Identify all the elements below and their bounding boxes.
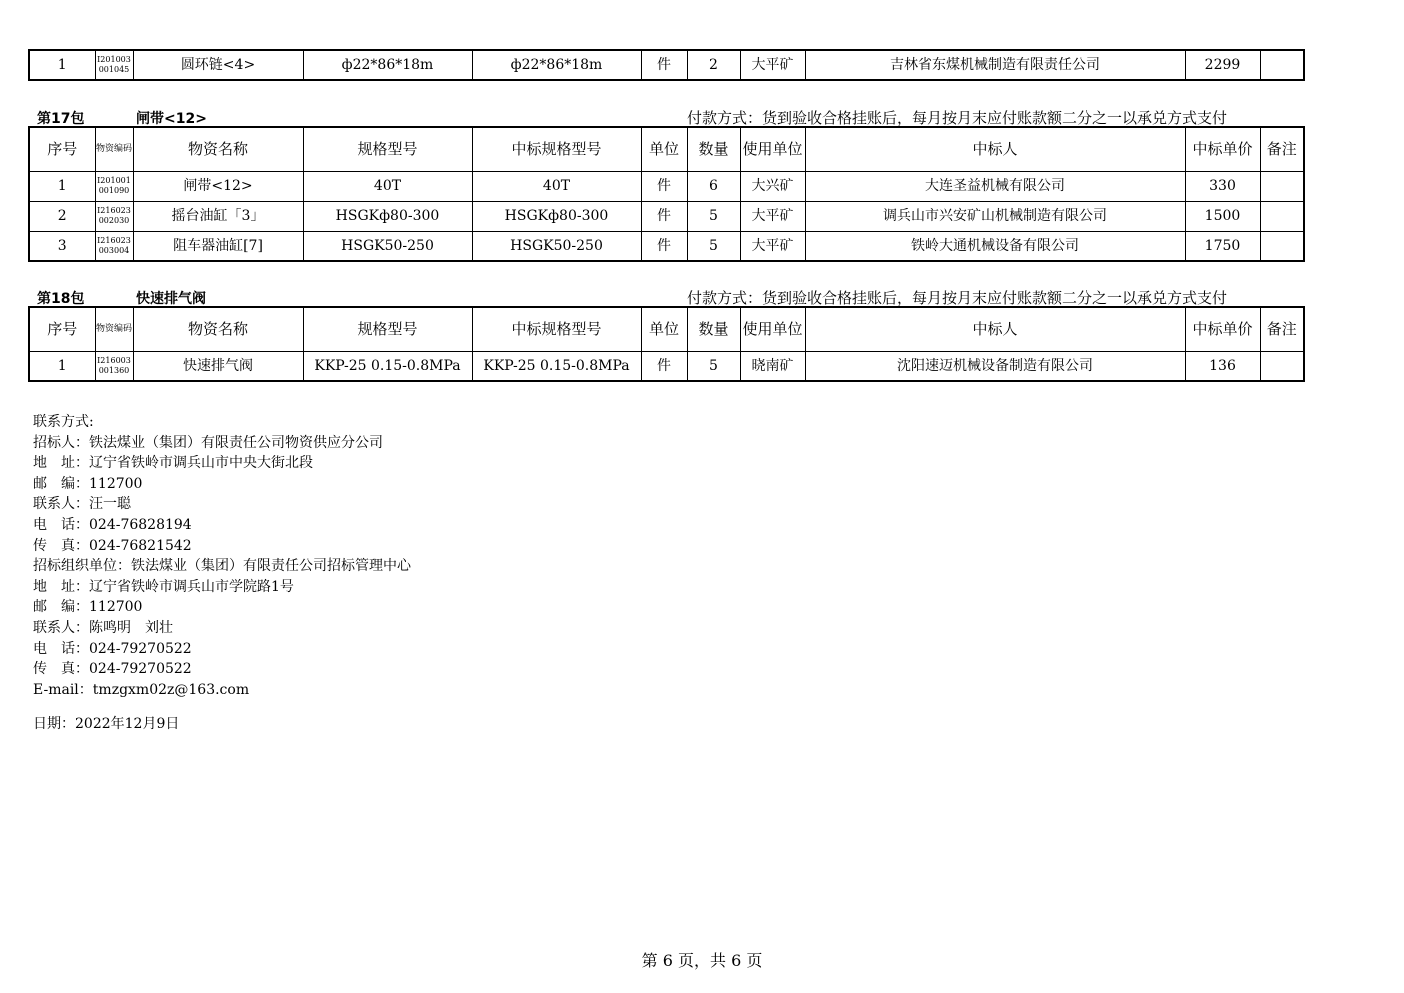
cell-qty: 2	[687, 50, 740, 80]
cell-winner: 吉林省东煤机械制造有限责任公司	[805, 50, 1185, 80]
cell-bid-spec: 40T	[472, 171, 641, 201]
cell-no: 2	[29, 201, 95, 231]
cell-code: I216023 003004	[95, 231, 133, 261]
contact-info	[33, 412, 411, 700]
header-no: 序号	[29, 307, 95, 351]
cell-winner: 大连圣益机械有限公司	[805, 171, 1185, 201]
contact-line: 地 址：辽宁省铁岭市调兵山市学院路1号	[33, 578, 294, 595]
header-user: 使用单位	[740, 127, 805, 171]
cell-spec: ф22*86*18m	[303, 50, 472, 80]
cell-qty: 5	[687, 231, 740, 261]
cell-unit: 件	[641, 231, 687, 261]
package-17-name: 闸带<12>	[136, 111, 207, 127]
cell-note	[1260, 50, 1304, 80]
document-date: 日期：2022年12月9日	[33, 716, 180, 732]
package-17-label: 第17包	[37, 111, 85, 127]
contact-line: 招标人：铁法煤业（集团）有限责任公司物资供应分公司	[33, 434, 383, 451]
cell-winner: 铁岭大通机械设备有限公司	[805, 231, 1185, 261]
header-price: 中标单价	[1185, 307, 1260, 351]
cell-winner: 调兵山市兴安矿山机械制造有限公司	[805, 201, 1185, 231]
cell-name: 闸带<12>	[133, 171, 303, 201]
package-18-body	[29, 351, 1304, 381]
contact-line: 联系人：汪一聪	[33, 496, 131, 513]
header-spec: 规格型号	[303, 307, 472, 351]
header-name: 物资名称	[133, 307, 303, 351]
cell-bid-spec: KKP-25 0.15-0.8MPa	[472, 351, 641, 381]
cell-code: I201003 001045	[95, 50, 133, 80]
header-qty: 数量	[687, 127, 740, 171]
contact-line: 电 话：024-79270522	[33, 640, 192, 657]
header-price: 中标单价	[1185, 127, 1260, 171]
cell-unit: 件	[641, 171, 687, 201]
package-18-table	[28, 306, 1305, 382]
cell-winner: 沈阳速迈机械设备制造有限公司	[805, 351, 1185, 381]
cell-price: 330	[1185, 171, 1260, 201]
header-code: 物资编码	[95, 127, 133, 171]
package-17-body	[29, 171, 1304, 261]
top-result-table	[28, 49, 1305, 81]
contact-line: 地 址：辽宁省铁岭市调兵山市中央大街北段	[33, 455, 313, 472]
header-bid-spec: 中标规格型号	[472, 307, 641, 351]
header-unit: 单位	[641, 307, 687, 351]
header-bid-spec: 中标规格型号	[472, 127, 641, 171]
cell-bid-spec: HSGKф80-300	[472, 201, 641, 231]
cell-note	[1260, 201, 1304, 231]
header-no: 序号	[29, 127, 95, 171]
cell-no: 1	[29, 351, 95, 381]
contact-line: 传 真：024-76821542	[33, 537, 192, 554]
contact-line: 传 真：024-79270522	[33, 661, 192, 678]
cell-user: 大兴矿	[740, 171, 805, 201]
package-17-table	[28, 126, 1305, 262]
contact-line: E-mail：tmzgxm02z@163.com	[33, 681, 250, 698]
cell-bid-spec: ф22*86*18m	[472, 50, 641, 80]
cell-code: I201001 001090	[95, 171, 133, 201]
cell-code: I216003 001360	[95, 351, 133, 381]
cell-price: 2299	[1185, 50, 1260, 80]
cell-unit: 件	[641, 351, 687, 381]
header-user: 使用单位	[740, 307, 805, 351]
cell-name: 快速排气阀	[133, 351, 303, 381]
cell-note	[1260, 171, 1304, 201]
table-row	[29, 50, 1304, 80]
header-winner: 中标人	[805, 307, 1185, 351]
cell-spec: HSGKф80-300	[303, 201, 472, 231]
header-code: 物资编码	[95, 307, 133, 351]
cell-user: 大平矿	[740, 231, 805, 261]
table-row	[29, 201, 1304, 231]
cell-unit: 件	[641, 201, 687, 231]
cell-name: 摇台油缸「3」	[133, 201, 303, 231]
cell-note	[1260, 231, 1304, 261]
header-unit: 单位	[641, 127, 687, 171]
cell-price: 1750	[1185, 231, 1260, 261]
contact-line: 联系方式:	[33, 414, 94, 430]
cell-user: 晓南矿	[740, 351, 805, 381]
package-17-payment: 付款方式：货到验收合格挂账后，每月按月末应付账款额二分之一以承兑方式支付	[687, 109, 1228, 127]
header-spec: 规格型号	[303, 127, 472, 171]
table-header-row	[29, 127, 1304, 171]
cell-spec: KKP-25 0.15-0.8MPa	[303, 351, 472, 381]
contact-line: 招标组织单位：铁法煤业（集团）有限责任公司招标管理中心	[33, 558, 411, 575]
cell-user: 大平矿	[740, 201, 805, 231]
cell-no: 3	[29, 231, 95, 261]
cell-unit: 件	[641, 50, 687, 80]
cell-bid-spec: HSGK50-250	[472, 231, 641, 261]
page-footer: 第 6 页，共 6 页	[641, 951, 763, 970]
cell-price: 136	[1185, 351, 1260, 381]
contact-line: 电 话：024-76828194	[33, 516, 192, 533]
header-winner: 中标人	[805, 127, 1185, 171]
contact-line: 联系人：陈鸣明 刘壮	[33, 619, 173, 636]
header-name: 物资名称	[133, 127, 303, 171]
cell-code: I216023 002030	[95, 201, 133, 231]
top-table-body	[29, 50, 1304, 80]
cell-qty: 5	[687, 201, 740, 231]
package-18-name: 快速排气阀	[136, 291, 206, 307]
cell-name: 圆环链<4>	[133, 50, 303, 80]
package-18-label: 第18包	[37, 291, 85, 307]
contact-line: 邮 编：112700	[33, 475, 143, 492]
header-note: 备注	[1260, 307, 1304, 351]
table-row	[29, 231, 1304, 261]
cell-qty: 6	[687, 171, 740, 201]
table-row	[29, 171, 1304, 201]
table-row	[29, 351, 1304, 381]
cell-no: 1	[29, 50, 95, 80]
header-note: 备注	[1260, 127, 1304, 171]
cell-price: 1500	[1185, 201, 1260, 231]
cell-name: 阻车器油缸[7]	[133, 231, 303, 261]
cell-note	[1260, 351, 1304, 381]
table-header-row	[29, 307, 1304, 351]
cell-spec: HSGK50-250	[303, 231, 472, 261]
cell-spec: 40T	[303, 171, 472, 201]
cell-user: 大平矿	[740, 50, 805, 80]
cell-no: 1	[29, 171, 95, 201]
contact-line: 邮 编：112700	[33, 599, 143, 616]
cell-qty: 5	[687, 351, 740, 381]
header-qty: 数量	[687, 307, 740, 351]
package-18-payment: 付款方式：货到验收合格挂账后，每月按月末应付账款额二分之一以承兑方式支付	[687, 289, 1228, 307]
